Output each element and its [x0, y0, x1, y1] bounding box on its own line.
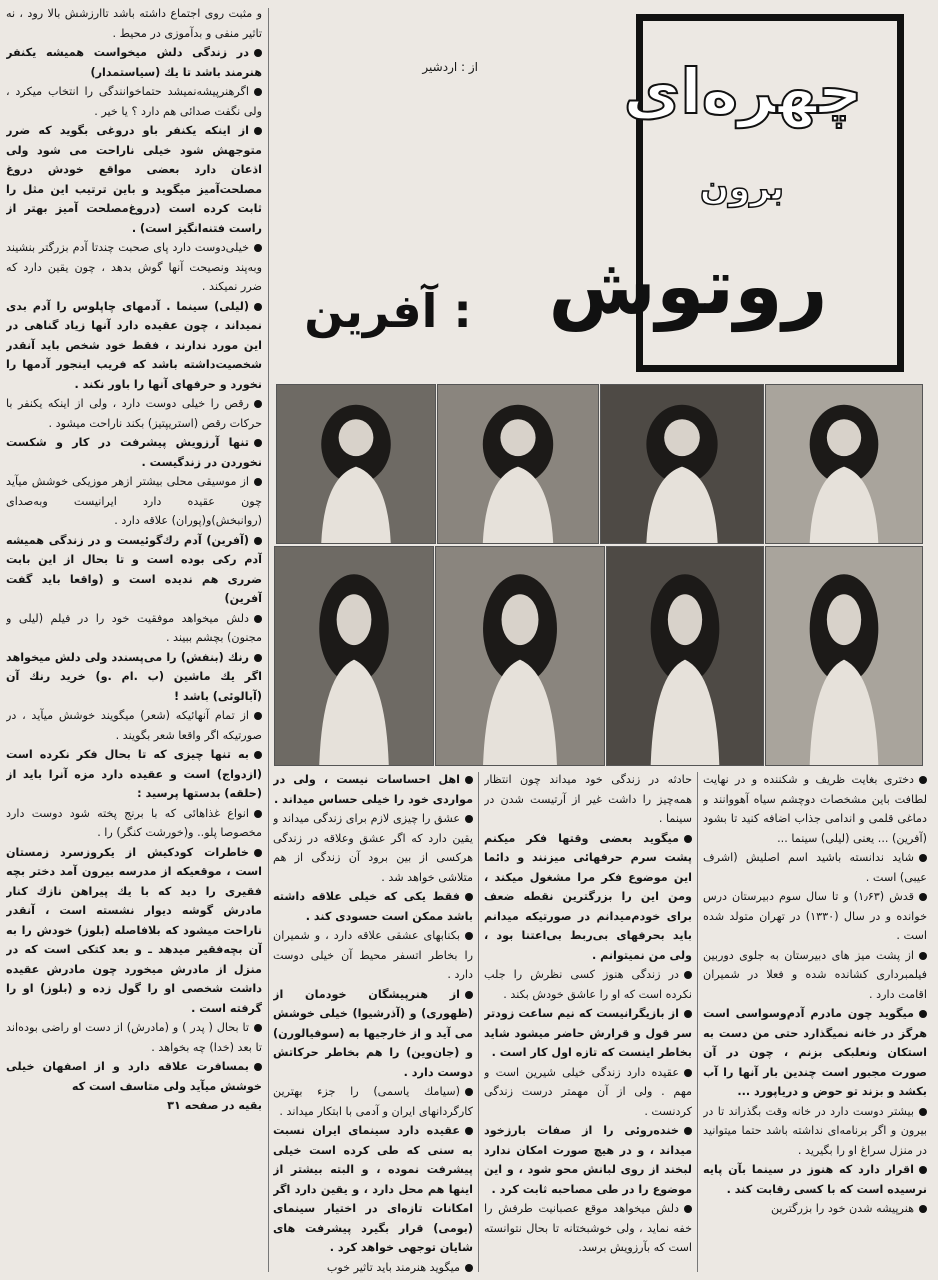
- paragraph-text: به تنها چیزی که تا بحال فکر نکرده است (ازدواج) است و عقیده دارد مزه آنرا باید از (حلقه) بدستها پرسید :: [6, 748, 262, 800]
- paragraph-text: در زندگی دلش میخواست همیشه یکنفر هنرمند باشد تا یك (سیاستمدار): [6, 46, 262, 79]
- headline-part-2: روتوش: [548, 242, 828, 332]
- paragraph-text: تا بحال ( پدر ) و (مادرش) از دست او راضی بوده‌اند تا بعد (خدا) چه بخواهد .: [6, 1021, 262, 1054]
- bullet-icon: [254, 88, 262, 96]
- paragraph: [6, 121, 262, 238]
- bullet-icon: [254, 439, 262, 447]
- paragraph-text: و مثبت روی اجتماع داشته باشد تاارزشش بالا رود ، نه تاثیر منفی و بدآموزی در محیط .: [6, 7, 262, 40]
- bullet-icon: [254, 537, 262, 545]
- paragraph: [484, 1121, 692, 1199]
- paragraph: [703, 1102, 927, 1161]
- paragraph: [6, 1057, 262, 1096]
- paragraph: [6, 531, 262, 609]
- photo-image: [436, 547, 604, 765]
- paragraph-text: بمسافرت علاقه دارد و از اصفهان خیلی خوشش میآید ولی متاسف است که: [6, 1060, 262, 1093]
- paragraph: [484, 965, 692, 1004]
- paragraph-text: از پشت میز های دبیرستان به جلوی دوربین فیلمبرداری کشانده شده و فعلا در شمیران اقامت دارد .: [703, 948, 927, 1001]
- paragraph-text: دلش میخواهد موقع عصبانیت طرفش را خفه نماید ، ولی خوشبختانه تا بحال نتوانسته است که بآرزویش برسد.: [484, 1202, 692, 1254]
- paragraph: [6, 394, 262, 433]
- paragraph: [484, 770, 692, 829]
- photo-image: [766, 547, 922, 765]
- bullet-icon: [919, 854, 927, 862]
- paragraph-text: خیلی‌دوست دارد پای صحبت چندتا آدم بزرگتر بنشیند وبه‌پند ونصیحت آنها گوش بدهد ، چون یقین دارد که ضرر نمیکند .: [6, 241, 262, 293]
- paragraph-text: (سیامك یاسمی) را جزء بهترین کارگردانهای ایران و آدمی با ابتکار میداند .: [273, 1085, 473, 1118]
- photo-image: [607, 547, 763, 765]
- paragraph: [703, 770, 927, 848]
- bullet-icon: [254, 303, 262, 311]
- paragraph: [703, 1004, 927, 1102]
- paragraph-text: عشق را چیزی لازم برای زندگی میداند و یقین دارد که اگر عشق وعلاقه در زندگی هرکسی از بین برود آن زندگی از هم متلاشی خواهد شد .: [273, 812, 473, 884]
- face-shape: [827, 594, 861, 645]
- face-shape: [827, 419, 861, 456]
- photo-image: [601, 385, 763, 543]
- bullet-icon: [684, 971, 692, 979]
- bullet-icon: [254, 127, 262, 135]
- paragraph: [6, 804, 262, 843]
- paragraph-text: اهل احساسات نیست ، ولی در مواردی خود را خیلی حساس میداند .: [273, 773, 473, 806]
- paragraph-text: (لیلی) سینما . آدمهای چاپلوس را آدم بدی نمیداند ، چون عقیده دارد آنها زیاد گناهی در این مورد ندارند ، فقط خود شخص باید آنقدر شخصیت‌داشته باشد که فریب اینجور آدمها را نخورد و حرفهای آنها را باور نکند .: [6, 299, 262, 391]
- paragraph: [6, 609, 262, 648]
- bullet-icon: [919, 776, 927, 784]
- paragraph: [273, 1121, 473, 1258]
- face-shape: [664, 419, 700, 456]
- paragraph: [484, 1004, 692, 1063]
- bullet-icon: [254, 400, 262, 408]
- paragraph: [6, 82, 262, 121]
- photo-image: [766, 385, 922, 543]
- photo-7: [606, 546, 764, 766]
- paragraph: [6, 843, 262, 1019]
- text-column-left: [6, 4, 262, 1276]
- bullet-icon: [254, 1063, 262, 1071]
- bullet-icon: [465, 1088, 473, 1096]
- paragraph-text: از اینکه یکنفر باو دروغی بگوید که ضرر متوجهش شود خیلی ناراحت می شود ولی اذعان دارد بعضی مواقع خودش دروغ مصلحت‌آمیز میگوید و باین ترتیب این مثل را ثابت کرده است (دروغ‌مصلحت آمیز بهتر از راست فتنه‌انگیز است) .: [6, 124, 262, 235]
- bullet-icon: [254, 654, 262, 662]
- paragraph-text: اگرهنرپیشه‌نمیشد حتماخوانندگی را انتخاب میکرد ، ولی نگفت صدائی هم دارد ؟ یا خیر .: [6, 85, 262, 118]
- paragraph: [484, 829, 692, 966]
- paragraph: [6, 433, 262, 472]
- paragraph: [273, 926, 473, 985]
- paragraph: [703, 848, 927, 887]
- photo-8: [765, 546, 923, 766]
- paragraph-text: خاطرات کودکیش از یکروزسرد زمستان است ، موقعیکه از مدرسه بیرون آمد دختر بچه فقیری را دید که با یك پیراهن نازك کنار مادرش گوشه دیوار نشسته است ، آنقدر ناراحت میشود که بلافاصله (بلوز) خودش را به آن بچه‌فقیر میدهد ـ و بعد کتکی است که در منزل از مادرش میخورد چون مادرش عقیده داشت شخصی او را گول زده و (بلوز) او را گرفته است .: [6, 845, 262, 1015]
- paragraph-text: رقص را خیلی دوست دارد ، ولی از اینکه یکنفر با حرکات رقص (استریپتیز) بکند ناراحت میشود .: [6, 397, 262, 430]
- paragraph: [273, 809, 473, 887]
- photo-image: [275, 547, 433, 765]
- paragraph: [703, 887, 927, 946]
- paragraph-text: هنرپیشه شدن خود را بزرگترین: [771, 1202, 914, 1215]
- paragraph-text: اقرار دارد که هنوز در سینما بآن پایه نرسیده است که با کسی رقابت کند .: [703, 1163, 927, 1196]
- paragraph: [6, 1018, 262, 1057]
- paragraph-text: میگوید هنرمند باید تاثیر خوب: [326, 1260, 460, 1274]
- paragraph: [6, 4, 262, 43]
- bullet-icon: [919, 952, 927, 960]
- paragraph: [6, 648, 262, 707]
- bullet-icon: [684, 1010, 692, 1018]
- text-column-b: [273, 770, 473, 1276]
- column-divider: [697, 772, 698, 1272]
- bullet-icon: [465, 1127, 473, 1135]
- paragraph: [484, 1063, 692, 1122]
- photo-5: [274, 546, 434, 766]
- author-byline: از : اردشیر: [422, 60, 478, 74]
- bullet-icon: [465, 893, 473, 901]
- paragraph: [273, 1258, 473, 1277]
- bullet-icon: [254, 810, 262, 818]
- paragraph-text: رنك (بنفش) را می‌پسندد ولی دلش میخواهد اگر یك ماشین (ب .ام .و) خرید رنك آن (آبالوئی) باشد !: [6, 650, 262, 703]
- photo-1: [276, 384, 436, 544]
- paragraph: [703, 1160, 927, 1199]
- paragraph: [6, 43, 262, 82]
- face-shape: [668, 594, 702, 645]
- paragraph: [484, 1199, 692, 1258]
- paragraph-text: از موسیقی محلی بیشتر ازهر موزیکی خوشش میآید چون عقیده دارد ایرانیست وبه‌صدای (روانبخش)و(پوران) علاقه دارد .: [6, 475, 262, 527]
- paragraph: [273, 1082, 473, 1121]
- bullet-icon: [465, 815, 473, 823]
- paragraph-text: بکنابهای عشقی علاقه دارد ، و شمیران را بخاطر اتسفر محیط آن خیلی دوست دارد .: [273, 929, 473, 981]
- bullet-icon: [254, 615, 262, 623]
- text-column-c: [484, 770, 692, 1276]
- bullet-icon: [684, 835, 692, 843]
- paragraph-text: (آفرین) آدم رك‌گوئیست و در زندگی همیشه آدم رکی بوده است و تا بحال از این بابت ضرری هم ندیده است و (واقعا باید گفت آفرین): [6, 533, 262, 605]
- photo-4: [765, 384, 923, 544]
- bullet-icon: [919, 1010, 927, 1018]
- paragraph-text: دختری بغایت ظریف و شکننده و در نهایت لطافت باین مشخصات دوچشم سیاه آهووانند و دماغی قلمی و اندامی جذاب اضافه کنید تا بشود (آفرین) ... یعنی (لیلی) سینما ...: [703, 773, 927, 845]
- photo-6: [435, 546, 605, 766]
- photo-2: [437, 384, 599, 544]
- bullet-icon: [254, 478, 262, 486]
- paragraph: [273, 770, 473, 809]
- photo-image: [277, 385, 435, 543]
- photo-image: [438, 385, 598, 543]
- paragraph-text: شاید ندانسته باشید اسم اصلیش (اشرف عیبی) است .: [703, 851, 927, 884]
- paragraph-text: خنده‌روئی را از صفات بارزخود میداند ، و در هیچ صورت امکان ندارد لبخند از روی لبانش محو شود ، و این موضوع را در طی مصاحبه ثابت کرد .: [484, 1124, 692, 1196]
- paragraph: [6, 297, 262, 395]
- text-column-d: [703, 770, 927, 1276]
- bullet-icon: [919, 1205, 927, 1213]
- paragraph-text: حادثه در زندگی خود میداند چون انتظار همه‌چیز را داشت غیر از آرتیست شدن در سینما .: [484, 773, 692, 825]
- paragraph: [6, 1096, 262, 1116]
- face-shape: [500, 419, 535, 456]
- face-shape: [337, 594, 372, 645]
- bullet-icon: [254, 751, 262, 759]
- paragraph-text: دلش میخواهد موفقیت خود را در فیلم (لیلی و مجنون) بچشم ببیند .: [6, 611, 262, 644]
- paragraph-text: انواع غذاهائی که با برنج پخته شود دوست دارد مخصوصا پلو.. و(خورشت کنگر) را .: [6, 806, 262, 839]
- bullet-icon: [254, 1024, 262, 1032]
- paragraph-text: عقیده دارد زندگی خیلی شیرین است و مهم . ولی از آن مهمتر درست زندگی کردنست .: [484, 1065, 692, 1118]
- bullet-icon: [684, 1205, 692, 1213]
- paragraph: [6, 472, 262, 531]
- paragraph: [6, 238, 262, 297]
- face-shape: [502, 594, 539, 645]
- column-divider: [478, 772, 479, 1272]
- paragraph: [703, 946, 927, 1005]
- bullet-icon: [465, 1264, 473, 1272]
- face-shape: [339, 419, 374, 456]
- paragraph-text: بقیه در صفحه ۳۱: [167, 1099, 262, 1112]
- bullet-icon: [254, 244, 262, 252]
- paragraph: [6, 706, 262, 745]
- bullet-icon: [684, 1127, 692, 1135]
- paragraph-text: از تمام آنهائیکه (شعر) میگویند خوشش میآید ، در صورتیکه اگر واقعا شعر بگویند .: [6, 709, 262, 742]
- paragraph-text: عقیده دارد سینمای ایران نسبت به سنی که طی کرده است خیلی پیشرفت نموده ، و البته بیشتر از اینها هم محل دارد ، و یقین دارد اگر امکانات تازه‌ای در اختیار سینمای (بومی) قرار بگیرد پیشرفت های شایان توجهی خواهد کرد .: [273, 1124, 473, 1254]
- paragraph-text: قدش (۱٫۶۳) و تا سال سوم دبیرستان درس خوانده و در سال (۱۳۳۰) در تهران متولد شده است .: [703, 890, 927, 942]
- paragraph: [273, 887, 473, 926]
- bullet-icon: [919, 1166, 927, 1174]
- bullet-icon: [919, 1108, 927, 1116]
- bullet-icon: [919, 893, 927, 901]
- bullet-icon: [465, 991, 473, 999]
- bullet-icon: [254, 849, 262, 857]
- bullet-icon: [684, 1069, 692, 1077]
- paragraph-text: در زندگی هنوز کسی نظرش را جلب نکرده است که او را عاشق خودش بکند .: [484, 968, 692, 1001]
- paragraph-text: بیشتر دوست دارد در خانه وقت بگذراند تا در بیرون و اگر برنامه‌ای نداشته باشد حتما میتوانید در منزل سراغ او را بگیرید .: [703, 1104, 927, 1157]
- paragraph-text: فقط یکی که خیلی علاقه داشته باشد ممکن است حسودی کند .: [273, 890, 473, 923]
- paragraph: [6, 745, 262, 804]
- photo-3: [600, 384, 764, 544]
- paragraph-text: از بازیگرانیست که نیم ساعت زودتر سر قول و قرارش حاضر میشود شاید بخاطر اینست که تازه اول کار است .: [484, 1007, 692, 1059]
- headline-small-word: برون: [699, 168, 784, 208]
- paragraph-text: میگوید چون مادرم آدم‌وسواسی است هرگز در خانه نمیگذارد حتی من دست به استکان ونعلبکی بزنم ، چون در آن صورت مجبور است چندین بار آنها را آب بکشد و بزند تو حوض و دریاپورد ...: [703, 1007, 927, 1098]
- paragraph: [273, 985, 473, 1083]
- bullet-icon: [254, 712, 262, 720]
- column-divider: [268, 8, 269, 1272]
- bullet-icon: [254, 49, 262, 57]
- paragraph: [703, 1199, 927, 1219]
- headline-part-1: چهره‌ای: [623, 55, 863, 128]
- headline-part-3: : آفرین: [304, 284, 472, 338]
- paragraph-text: تنها آرزویش پیشرفت در کار و شکست نخوردن در زندگیست .: [6, 436, 262, 469]
- bullet-icon: [465, 776, 473, 784]
- paragraph-text: از هنرپیشگان خودمان از (ظهوری) و (آذرشیوا) خیلی خوشش می آید و از خارجیها به (سوفیالورن) و (جان‌وین) را هم بخاطر حرکاتش دوست دارد .: [273, 987, 473, 1079]
- paragraph-text: میگوید بعضی وقتها فکر میکنم پشت سرم حرفهائی میزنند و دائما این موضوع فکر مرا مشغول میکند ، ومن این را بزرگترین نقطه ضعف برای خودم‌میدانم در صورتیکه میدانم باید بحرفهای بی‌ربط بی‌اعتنا بود ، ولی من نمیتوانم .: [484, 831, 692, 962]
- bullet-icon: [465, 932, 473, 940]
